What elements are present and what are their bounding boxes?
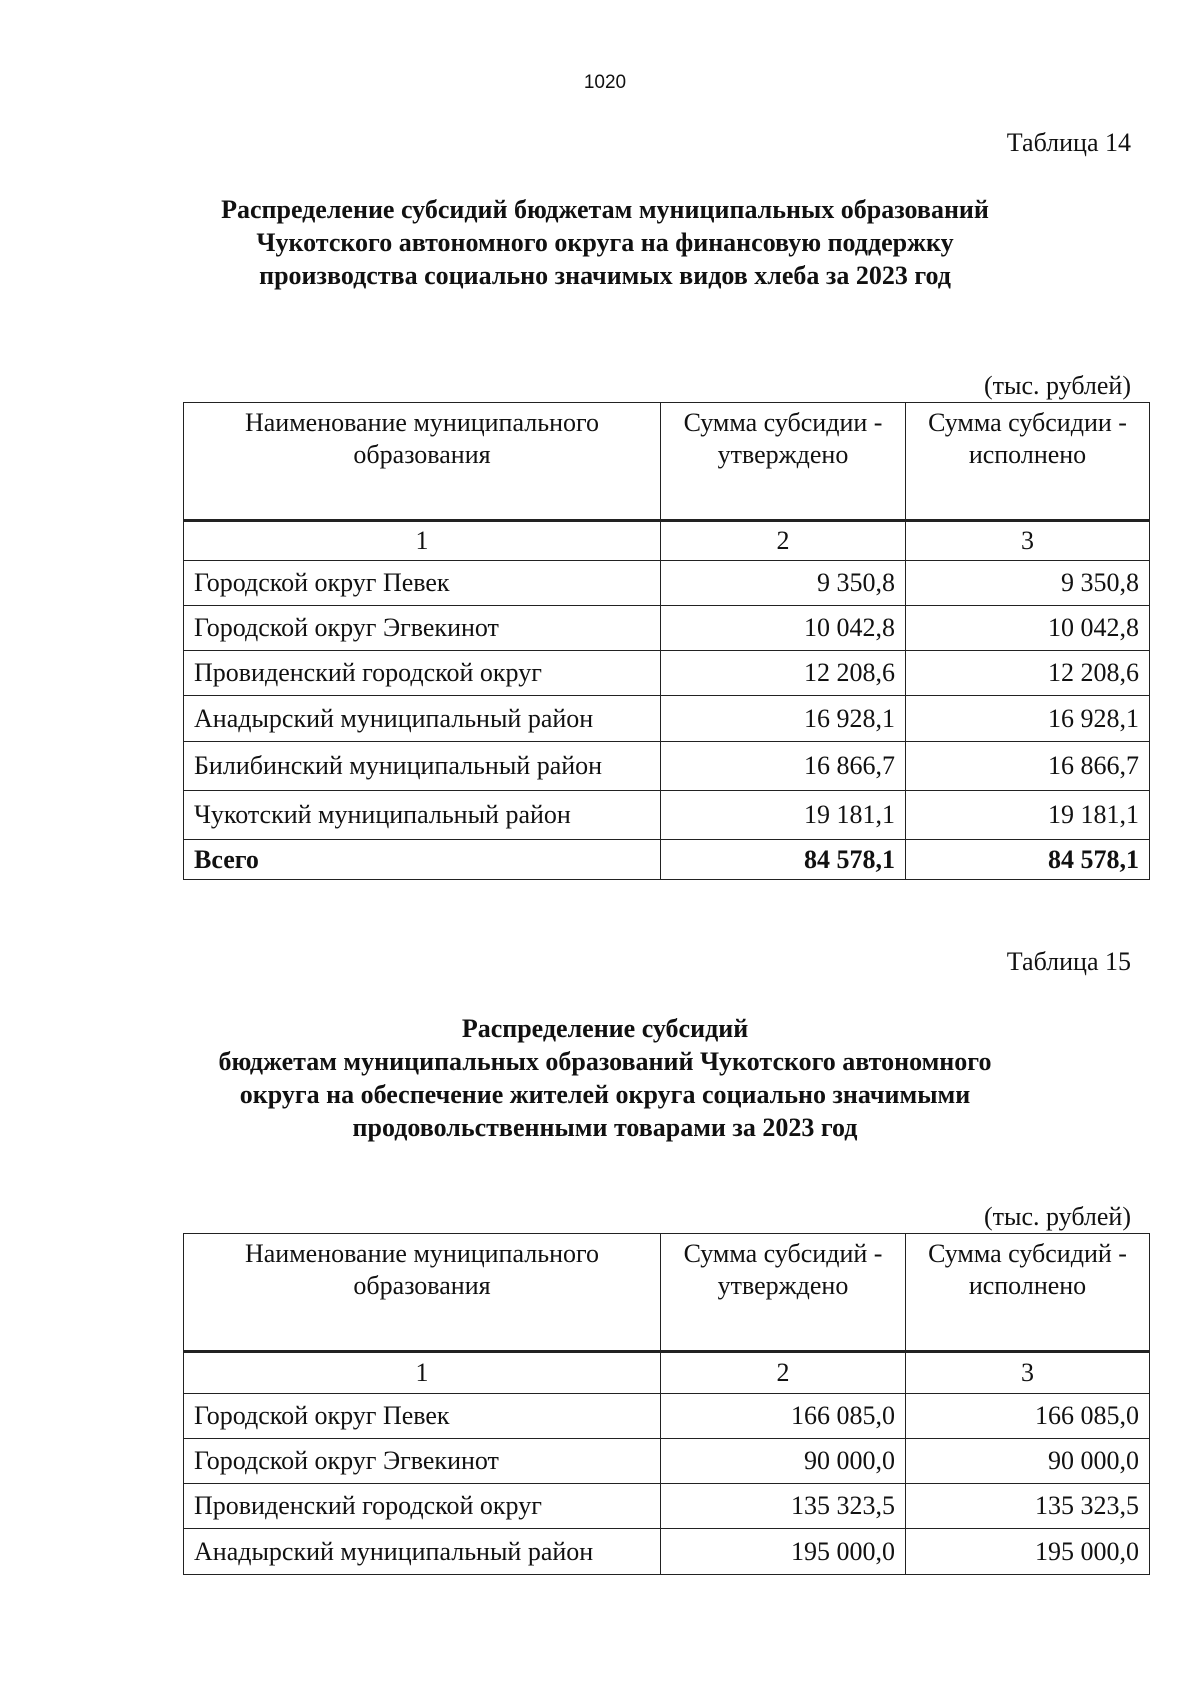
row-name: Городской округ Певек [184,1394,661,1439]
row-executed: 19 181,1 [906,791,1150,840]
table-row [184,1529,1150,1575]
row-name: Городской округ Эгвекинот [184,606,661,651]
table-15-label: Таблица 15 [1006,947,1131,976]
table-15 [183,1233,1150,1575]
row-approved: 16 866,7 [661,742,906,791]
table-14-label: Таблица 14 [1006,128,1131,157]
column-number-row [184,521,1150,561]
row-executed: 135 323,5 [906,1484,1150,1529]
row-approved: 166 085,0 [661,1394,906,1439]
table-15-title [0,1012,1200,1144]
total-executed: 84 578,1 [906,840,1150,880]
total-row [184,840,1150,880]
page-number: 1020 [583,72,627,93]
column-header-approved: Сумма субсидии - утверждено [661,403,906,521]
header-row [184,1234,1150,1352]
total-approved: 84 578,1 [661,840,906,880]
total-label: Всего [184,840,661,880]
column-header-name: Наименование муниципального образования [184,1234,661,1352]
table-row [184,742,1150,791]
row-executed: 195 000,0 [906,1529,1150,1575]
table-row [184,651,1150,696]
column-header-executed: Сумма субсидии - исполнено [906,403,1150,521]
row-name: Анадырский муниципальный район [184,1529,661,1575]
row-approved: 195 000,0 [661,1529,906,1575]
column-number: 2 [661,1352,906,1394]
row-approved: 19 181,1 [661,791,906,840]
row-approved: 90 000,0 [661,1439,906,1484]
row-approved: 135 323,5 [661,1484,906,1529]
row-executed: 166 085,0 [906,1394,1150,1439]
row-executed: 16 866,7 [906,742,1150,791]
title-line: Чукотского автономного округа на финансовую поддержку [256,228,954,257]
row-name: Провиденский городской округ [184,651,661,696]
row-executed: 16 928,1 [906,696,1150,742]
column-number-row [184,1352,1150,1394]
title-line: Распределение субсидий [461,1014,749,1043]
title-line: округа на обеспечение жителей округа социально значимыми [239,1080,971,1109]
table-row [184,1394,1150,1439]
row-approved: 12 208,6 [661,651,906,696]
row-name: Городской округ Певек [184,561,661,606]
column-number: 1 [184,521,661,561]
row-name: Билибинский муниципальный район [184,742,661,791]
table-14-units: (тыс. рублей) [983,371,1131,400]
column-number: 3 [906,521,1150,561]
title-line: Распределение субсидий бюджетам муниципальных образований [221,195,989,224]
table-14 [183,402,1150,880]
table-15-units: (тыс. рублей) [983,1202,1131,1231]
table-row [184,1484,1150,1529]
column-header-executed: Сумма субсидий - исполнено [906,1234,1150,1352]
title-line: продовольственными товарами за 2023 год [352,1113,858,1142]
column-number: 3 [906,1352,1150,1394]
table-row [184,1439,1150,1484]
row-executed: 9 350,8 [906,561,1150,606]
row-executed: 90 000,0 [906,1439,1150,1484]
row-executed: 10 042,8 [906,606,1150,651]
column-header-name: Наименование муниципального образования [184,403,661,521]
title-line: производства социально значимых видов хлеба за 2023 год [259,261,951,290]
table-row [184,606,1150,651]
table-row [184,696,1150,742]
title-line: бюджетам муниципальных образований Чукотского автономного [218,1047,992,1076]
row-approved: 9 350,8 [661,561,906,606]
column-number: 2 [661,521,906,561]
row-name: Чукотский муниципальный район [184,791,661,840]
row-name: Анадырский муниципальный район [184,696,661,742]
table-14-title [0,193,1200,292]
row-name: Провиденский городской округ [184,1484,661,1529]
row-executed: 12 208,6 [906,651,1150,696]
row-approved: 16 928,1 [661,696,906,742]
header-row [184,403,1150,521]
table-row [184,791,1150,840]
column-header-approved: Сумма субсидий - утверждено [661,1234,906,1352]
row-approved: 10 042,8 [661,606,906,651]
row-name: Городской округ Эгвекинот [184,1439,661,1484]
table-row [184,561,1150,606]
column-number: 1 [184,1352,661,1394]
